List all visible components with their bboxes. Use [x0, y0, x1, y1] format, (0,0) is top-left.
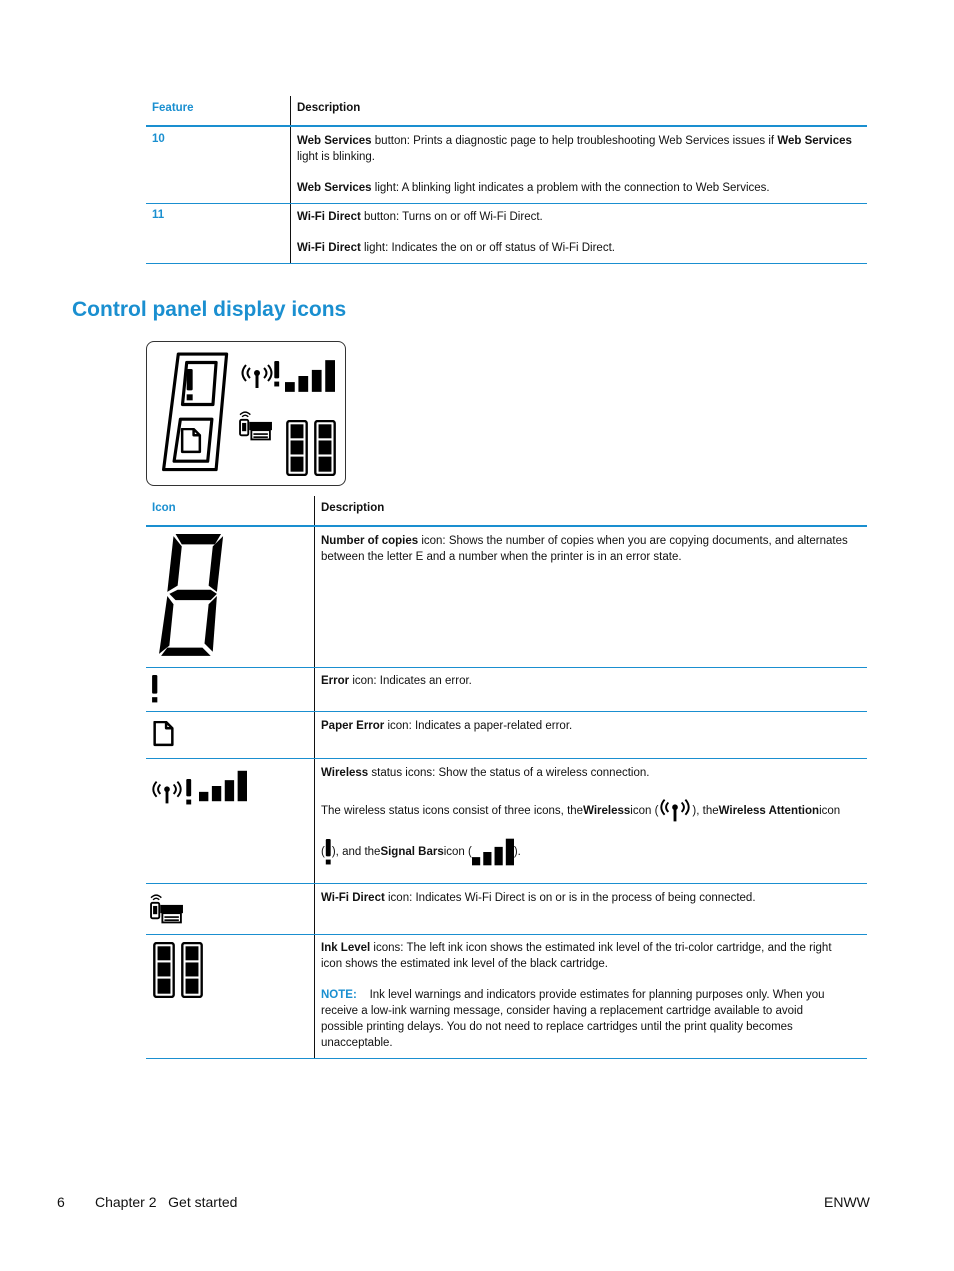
header-rule: [146, 525, 867, 527]
wifi-direct-icon: [239, 408, 273, 442]
paper-error-icon: [152, 721, 175, 747]
icon-description: Ink Level icons: The left ink icon shows the estimated ink level of the tri-color cartridge, and the right icon shows the estimated ink level of the black cartridge.: [321, 942, 832, 970]
icon-description: Error icon: Indicates an error.: [321, 675, 472, 687]
wifi-direct-icon: [150, 891, 184, 925]
note: NOTE: Ink level warnings and indicators provide estimates for planning purposes only. When you receive a low-ink warning message, consider having a replacement cartridge available to avoid possible printing delays. You do not need to replace cartridges until the print quality becomes unacceptable.: [321, 989, 825, 1049]
row-rule: [146, 203, 867, 204]
signal-bars-icon: [199, 766, 247, 806]
column-divider: [290, 96, 291, 264]
row-rule: [146, 758, 867, 759]
row-rule: [146, 711, 867, 712]
note-label: NOTE:: [321, 989, 357, 1001]
wireless-attention-icon: [325, 839, 332, 865]
wireless-attention-icon: [274, 361, 280, 387]
footer-right: ENWW: [824, 1194, 870, 1210]
icon-description: Paper Error icon: Indicates a paper-related error.: [321, 720, 573, 732]
icon-column-header: Icon: [152, 502, 176, 514]
seven-segment-digit-icon: [150, 534, 228, 658]
feature-description: Web Services light: A blinking light indicates a problem with the connection to Web Services.: [297, 182, 770, 194]
icon-description: Number of copies icon: Shows the number of copies when you are copying documents, and alternates between the letter E and a number when the printer is in an error state.: [321, 535, 848, 563]
feature-number: 10: [152, 133, 165, 145]
description-column-header: Description: [297, 102, 361, 114]
icon-description: Wi-Fi Direct icon: Indicates Wi-Fi Direct is on or is in the process of being connected.: [321, 892, 756, 904]
row-rule: [146, 263, 867, 264]
icon-description: The wireless status icons consist of three icons, theWirelessicon ( ), theWireless Attentionicon: [321, 797, 840, 829]
signal-bars-icon: [472, 838, 514, 866]
ink-level-icon: [152, 942, 204, 998]
control-panel-display: [146, 341, 346, 486]
paper-error-icon: [180, 428, 202, 454]
wireless-attention-icon: [186, 779, 192, 805]
error-icon: [152, 675, 158, 703]
error-icon: [186, 369, 194, 401]
row-rule: [146, 667, 867, 668]
wireless-icon: [150, 779, 184, 807]
icon-description: ( ), and theSignal Barsicon ( ).: [321, 838, 521, 870]
column-divider: [314, 496, 315, 1059]
header-rule: [146, 125, 867, 127]
row-rule: [146, 934, 867, 935]
signal-bars-icon: [285, 357, 335, 395]
feature-number: 11: [152, 209, 165, 221]
row-rule: [146, 1058, 867, 1059]
wireless-icon: [658, 797, 692, 825]
feature-description: Web Services button: Prints a diagnostic page to help troubleshooting Web Services issues if Web Services light is blinking.: [297, 135, 852, 163]
icon-description: Wireless status icons: Show the status of a wireless connection.: [321, 767, 650, 779]
description-column-header: Description: [321, 502, 385, 514]
row-rule: [146, 883, 867, 884]
ink-level-icon: [286, 420, 336, 476]
feature-description: Wi-Fi Direct light: Indicates the on or off status of Wi-Fi Direct.: [297, 242, 615, 254]
wireless-icon: [239, 362, 275, 392]
section-title: Control panel display icons: [72, 298, 347, 321]
page-number: 6: [57, 1194, 65, 1210]
chapter-label: Chapter 2 Get started: [95, 1194, 238, 1210]
feature-column-header: Feature: [152, 102, 194, 114]
feature-description: Wi-Fi Direct button: Turns on or off Wi-Fi Direct.: [297, 211, 543, 223]
